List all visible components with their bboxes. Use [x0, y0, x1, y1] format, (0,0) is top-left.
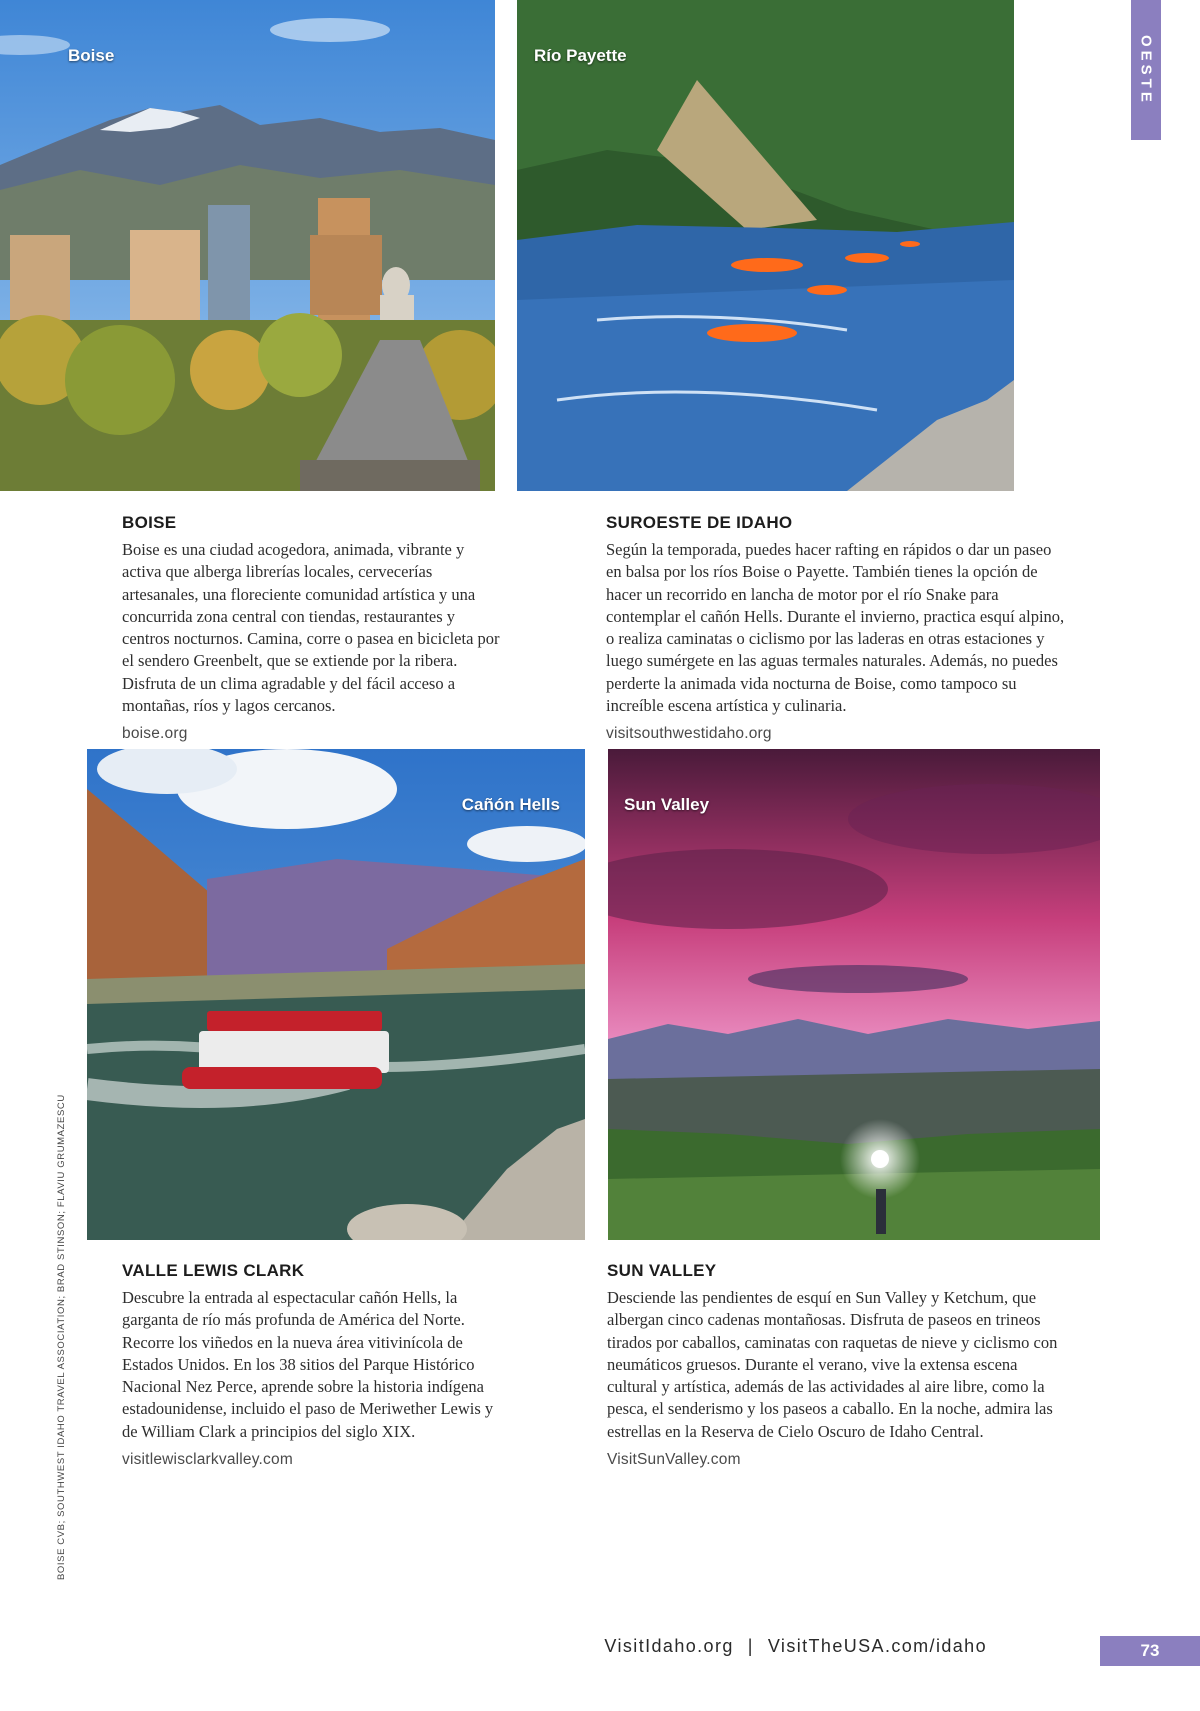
article-title: VALLE LEWIS CLARK: [122, 1261, 305, 1280]
article-body: Desciende las pendientes de esquí en Sun Valley y Ketchum, que albergan cinco cadenas montañosas. Disfruta de paseos en trineos tirados por caballos, caminatas con raquetas de nieve y ciclismo con neumáticos gruesos. Durante el verano, vive la extensa escena cultural y artística, además de las actividades al aire libre, como la pesca, el senderismo y los paseos a caballo. En la noche, admira las estrellas en la Reserva de Cielo Oscuro de Idaho Central.: [607, 1288, 1058, 1441]
photo-caption-payette: Río Payette: [534, 46, 627, 65]
article-link[interactable]: visitsouthwestidaho.org: [606, 725, 772, 743]
footer-link-visitidaho[interactable]: VisitIdaho.org: [604, 1636, 734, 1656]
photo-credit: BOISE CVB; SOUTHWEST IDAHO TRAVEL ASSOCIATION; BRAD STINSON; FLAVIU GRUMAZESCU: [56, 1094, 67, 1580]
city-skyline-photo-icon: [0, 0, 495, 491]
section-tab-label: OESTE: [1137, 34, 1155, 106]
article-boise: [122, 513, 502, 743]
photo-caption-sunvalley: Sun Valley: [624, 795, 710, 814]
sun-valley-photo: [608, 749, 1100, 1240]
article-body: Boise es una ciudad acogedora, animada, vibrante y activa que alberga librerías locales, cervecerías artesanales, una floreciente comunidad artística y una concurrida zona central con tiendas, restaurantes y centros nocturnos. Camina, corre o pasea en bicicleta por el sendero Greenbelt, que se extiende por la ribera. Disfruta de un clima agradable y del fácil acceso a montañas, ríos y lagos cercanos.: [122, 540, 500, 716]
article-title: SUROESTE DE IDAHO: [606, 513, 793, 532]
payette-photo: [517, 0, 1014, 491]
article-body: Descubre la entrada al espectacular cañón Hells, la garganta de río más profunda de América del Norte. Recorre los viñedos en la nueva área vitivinícola de Estados Unidos. En los 38 sitios del Parque Histórico Nacional Nez Perce, aprende sobre la historia indígena estadounidense, incluido el paso de Meriwether Lewis y de William Clark a principios del siglo XIX.: [122, 1288, 494, 1441]
jet-boat-canyon-photo-icon: [87, 749, 585, 1240]
article-title: SUN VALLEY: [607, 1261, 717, 1280]
article-body: Según la temporada, puedes hacer rafting en rápidos o dar un paseo en balsa por los ríos Boise o Payette. También tienes la opción de hacer un recorrido en lancha de motor por el río Snake para contemplar el cañón Hells. Durante el invierno, practica esquí alpino, o realiza caminatas o ciclismo por las laderas en otras estaciones y luego sumérgete en las aguas termales naturales. Además, no puedes perderte la animada vida nocturna de Boise, como tampoco su increíble escena artística y culinaria.: [606, 540, 1065, 716]
article-link[interactable]: visitlewisclarkvalley.com: [122, 1451, 293, 1469]
article-sun-valley: [607, 1261, 1069, 1469]
footer-links: [604, 1636, 987, 1657]
sunset-valley-photo-icon: [608, 749, 1100, 1240]
section-tab: [1131, 0, 1161, 140]
article-lewis-clark: [122, 1261, 507, 1469]
river-rafting-photo-icon: [517, 0, 1014, 491]
footer-separator: |: [747, 1636, 754, 1656]
article-link[interactable]: boise.org: [122, 725, 188, 743]
article-southwest: [606, 513, 1068, 743]
article-title: BOISE: [122, 513, 177, 532]
page-number: 73: [1100, 1636, 1200, 1666]
photo-caption-boise: Boise: [68, 46, 115, 65]
article-link[interactable]: VisitSunValley.com: [607, 1451, 741, 1469]
photo-caption-hells: Cañón Hells: [461, 795, 560, 814]
hells-canyon-photo: [87, 749, 585, 1240]
boise-photo: [0, 0, 495, 491]
footer-link-visittheusa[interactable]: VisitTheUSA.com/idaho: [767, 1636, 987, 1656]
